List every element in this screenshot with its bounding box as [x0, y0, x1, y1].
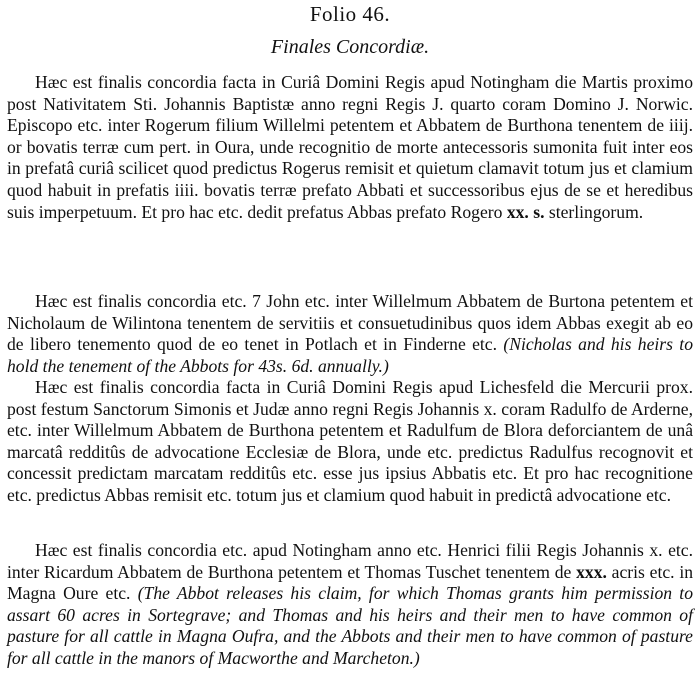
paragraph-1-text: Hæc est finalis concordia facta in Curiâ Domini Regis apud Notingham die Martis proximo post Nativitatem Sti. Johannis Baptistæ anno regni Regis J. quarto coram Domino J. Norwic. Episcopo etc. inter Rogerum filium Willelmi petentem et Abbatem de Burthona tenentem de iiij. or bovatis terræ cum pert. in Oura, unde recognitio de morte antecessoris sumonita fuit inter eos in prefatâ curiâ scilicet quod predictus Rogerus remisit et quietum clamavit totum jus et clamium quod habuit in prefatis iiii. bovatis terræ prefato Abbati et successoribus ejus de se et heredibus suis imperpetuum. Et pro hac etc. dedit prefatus Abbas prefato Rogero	[7, 72, 693, 222]
paragraph-4-amount: xxx.	[576, 561, 607, 582]
paragraph-3-text: Hæc est finalis concordia facta in Curiâ Domini Regis apud Lichesfeld die Mercurii prox. post festum Sanctorum Simonis et Judæ anno regni Regis Johannis x. coram Radulfo de Arderne, etc. inter Willelmum Abbatem de Burthona petentem et Radulfum de Blora deforciantem de unâ marcatâ redditûs de advocatione Ecclesiæ de Blora, unde etc. predictus Radulfus recognovit et concessit predictam marcatam redditûs etc. esse jus ipsius Abbatis etc. Et pro hac recognitione etc. predictus Abbas remisit etc. totum jus et clamium quod habuit in predictâ advocatione etc.	[7, 377, 693, 505]
paragraph-2	[7, 291, 693, 377]
paragraph-4-tail: acris etc. in Magna Oure etc.	[7, 561, 693, 604]
section-subtitle: Finales Concordiæ.	[270, 36, 430, 58]
paragraph-4-text: Hæc est finalis concordia etc. apud Notingham anno etc. Henrici filii Regis Johannis x. etc. inter Ricardum Abbatem de Burthona petentem et Thomas Tuschet tenentem de	[7, 540, 693, 582]
paragraph-2-text: Hæc est finalis concordia etc. 7 John etc. inter Willelmum Abbatem de Burtona petentem et Nicholaum de Wilintona tenentem de servitiis et consuetudinibus quos idem Abbas exegit ab eo de libero tenemento quod de eo tenet in Potlach et in Finderne etc.	[7, 291, 693, 355]
paragraph-1-amount: xx. s.	[506, 201, 545, 222]
folio-heading: Folio 46.	[309, 2, 391, 26]
paragraph-4-note: (The Abbot releases his claim, for which Thomas grants him permission to assart 60 acres in Sortegrave; and Thomas and his heirs and their men to have common of pasture for all cattle in Magna Oufra, and the Abbots and their men to have common of pasture for all cattle in the manors of Macworthe and Marcheton.)	[7, 583, 693, 668]
paragraph-4	[7, 540, 693, 670]
paragraph-3	[7, 377, 693, 507]
paragraph-1	[7, 72, 693, 223]
paragraph-2-note: (Nicholas and his heirs to hold the tenement of the Abbots for 43s. 6d. annually.)	[7, 334, 693, 376]
paragraph-1-tail: sterlingorum.	[544, 201, 644, 222]
